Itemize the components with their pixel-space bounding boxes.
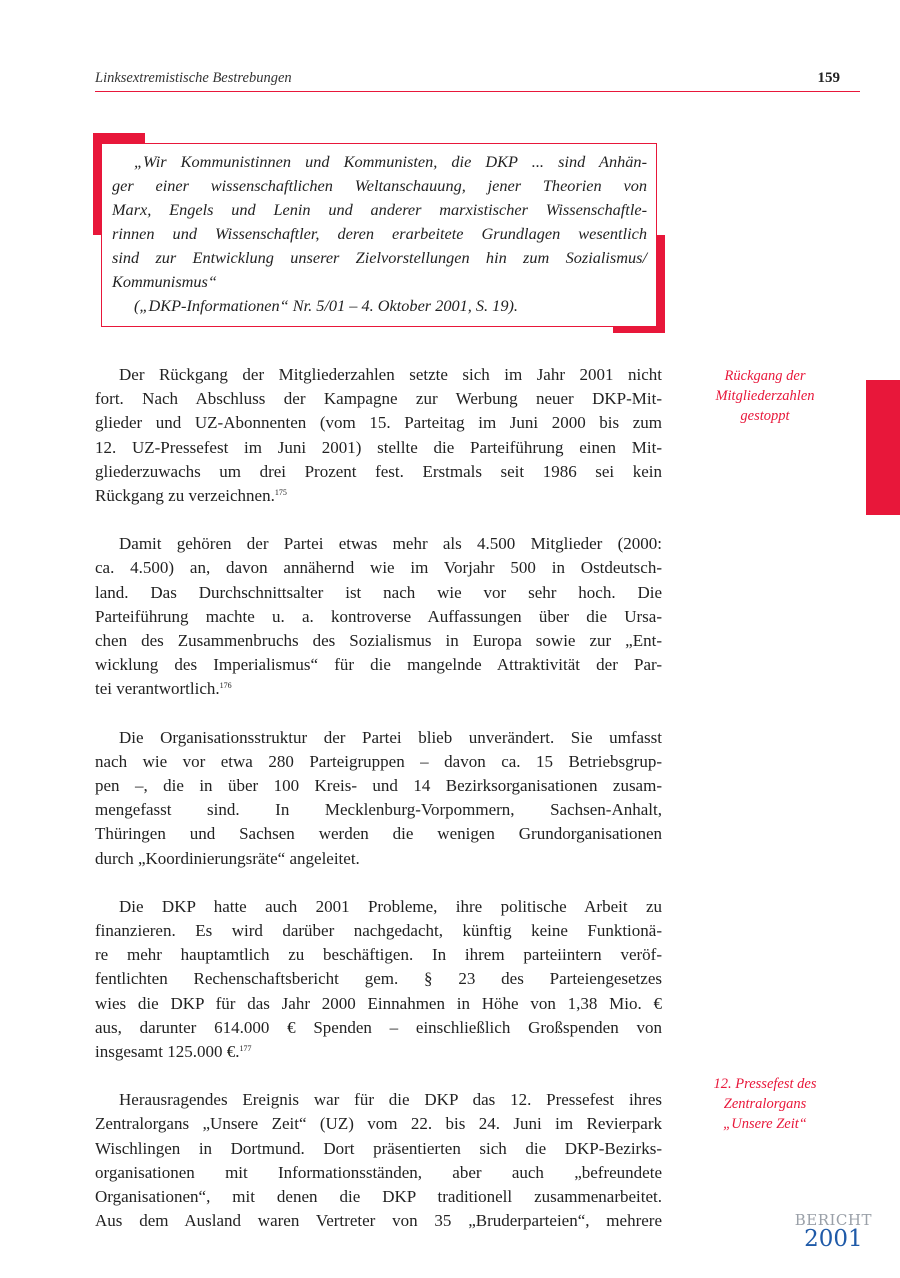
quote-text [112, 150, 647, 318]
margin-note-line: gestoppt [740, 408, 790, 424]
margin-note-line: Mitgliederzahlen [715, 388, 815, 404]
text-line: 12. UZ-Pressefest im Juni 2001) stellte die Parteiführung einen Mit- [95, 437, 662, 457]
text-line [95, 677, 662, 701]
paragraph [95, 726, 662, 871]
logo-word: BERICHT [794, 1211, 872, 1229]
quote-line: ger einer wissenschaftlichen Weltanschauung, jener Theorien von [112, 176, 647, 195]
quote-line: („DKP-Informationen“ Nr. 5/01 – 4. Oktober 2001, S. 19). [134, 296, 518, 315]
text-line: wies die DKP für das Jahr 2000 Einnahmen in Höhe von 1,38 Mio. € [95, 993, 662, 1013]
text-line: organisationen mit Informationsständen, aber auch „befreundete [95, 1162, 662, 1182]
text-line [95, 1040, 662, 1064]
text-line: Herausragendes Ereignis war für die DKP das 12. Pressefest ihres [119, 1090, 662, 1110]
text-line: re mehr hauptamtlich zu beschäftigen. In ihrem parteiintern veröf- [95, 945, 662, 965]
margin-note-line: Rückgang der [724, 368, 806, 384]
section-tab-marker [866, 380, 900, 515]
header-rule [95, 91, 860, 92]
text-line: chen des Zusammenbruchs des Sozialismus in Europa sowie zur „Ent- [95, 631, 662, 651]
margin-note-line: Zentralorgans [723, 1096, 807, 1112]
paragraph [95, 895, 662, 1064]
text-line: fentlichten Rechenschaftsbericht gem. § 23 des Parteiengesetzes [95, 969, 662, 989]
body-text [95, 363, 662, 1258]
logo-year: 2001 [804, 1226, 863, 1252]
text-line: Aus dem Ausland waren Vertreter von 35 „Bruderparteien“, mehrere [95, 1211, 662, 1231]
text-line: ca. 4.500) an, davon annähernd wie im Vorjahr 500 in Ostdeutsch- [95, 558, 662, 578]
footnote-ref: 176 [219, 681, 232, 691]
text-line: wicklung des Imperialismus“ für die mangelnde Attraktivität der Par- [95, 655, 662, 675]
margin-note [690, 1074, 840, 1134]
text-line: finanzieren. Es wird darüber nachgedacht, künftig keine Funktionä- [95, 921, 662, 941]
text-line: Organisationen“, mit denen die DKP traditionell zusammenarbeitet. [95, 1187, 662, 1207]
margin-note-line: 12. Pressefest des [713, 1076, 817, 1092]
text-line: glieder und UZ-Abonnenten (vom 15. Parteitag im Juni 2000 bis zum [95, 413, 662, 433]
text-line: Wischlingen in Dortmund. Dort präsentierten sich die DKP-Bezirks- [95, 1138, 662, 1158]
text-line: nach wie vor etwa 280 Parteigruppen – davon ca. 15 Betriebsgrup- [95, 751, 662, 771]
page-number: 159 [817, 70, 840, 86]
margin-note-line: „Unsere Zeit“ [723, 1116, 807, 1132]
text-line-end: durch „Koordinierungsräte“ angeleitet. [95, 848, 360, 868]
quote-line: sind zur Entwicklung unserer Zielvorstellungen hin zum Sozialismus/ [112, 248, 647, 267]
running-header-title: Linksextremistische Bestrebungen [95, 70, 292, 86]
text-line: Parteiführung machte u. a. kontroverse Auffassungen über die Ursa- [95, 606, 662, 626]
text-line: Thüringen und Sachsen werden die wenigen Grundorganisationen [95, 824, 662, 844]
text-line: Zentralorgans „Unsere Zeit“ (UZ) vom 22. bis 24. Juni im Revierpark [95, 1114, 662, 1134]
text-line-end: tei verantwortlich. [95, 679, 220, 699]
text-line: aus, darunter 614.000 € Spenden – einschließlich Großspenden von [95, 1017, 662, 1037]
text-line-end: insgesamt 125.000 €. [95, 1042, 240, 1062]
footnote-ref: 175 [274, 488, 287, 498]
margin-note [690, 366, 840, 426]
quote-line: Kommunismus“ [112, 272, 217, 291]
quote-line: „Wir Kommunistinnen und Kommunisten, die DKP ... sind Anhän- [134, 152, 647, 171]
text-line: fort. Nach Abschluss der Kampagne zur Werbung neuer DKP-Mit- [95, 389, 662, 409]
quote-line: rinnen und Wissenschaftler, deren erarbeitete Grundlagen wesentlich [112, 224, 647, 243]
text-line [95, 484, 662, 508]
text-line: Die Organisationsstruktur der Partei blieb unverändert. Sie umfasst [119, 727, 662, 747]
text-line: Der Rückgang der Mitgliederzahlen setzte sich im Jahr 2001 nicht [119, 365, 662, 384]
paragraph [95, 1088, 662, 1233]
paragraph [95, 532, 662, 701]
text-line: Damit gehören der Partei etwas mehr als 4.500 Mitglieder (2000: [119, 534, 662, 554]
text-line [95, 847, 662, 871]
text-line-end: Rückgang zu verzeichnen. [95, 486, 275, 506]
text-line: mengefasst sind. In Mecklenburg-Vorpommern, Sachsen-Anhalt, [95, 800, 662, 820]
quote-line: Marx, Engels und Lenin und anderer marxistischer Wissenschaftle- [112, 200, 647, 219]
report-logo [795, 1212, 872, 1250]
text-line: land. Das Durchschnittsalter ist nach wie vor sehr hoch. Die [95, 582, 662, 602]
text-line: gliederzuwachs um drei Prozent fest. Erstmals seit 1986 sei kein [95, 461, 662, 481]
footnote-ref: 177 [239, 1044, 252, 1054]
quote-box [101, 143, 657, 327]
paragraph [95, 363, 662, 508]
text-line: pen –, die in über 100 Kreis- und 14 Bezirksorganisationen zusam- [95, 776, 662, 796]
text-line: Die DKP hatte auch 2001 Probleme, ihre politische Arbeit zu [119, 896, 662, 916]
